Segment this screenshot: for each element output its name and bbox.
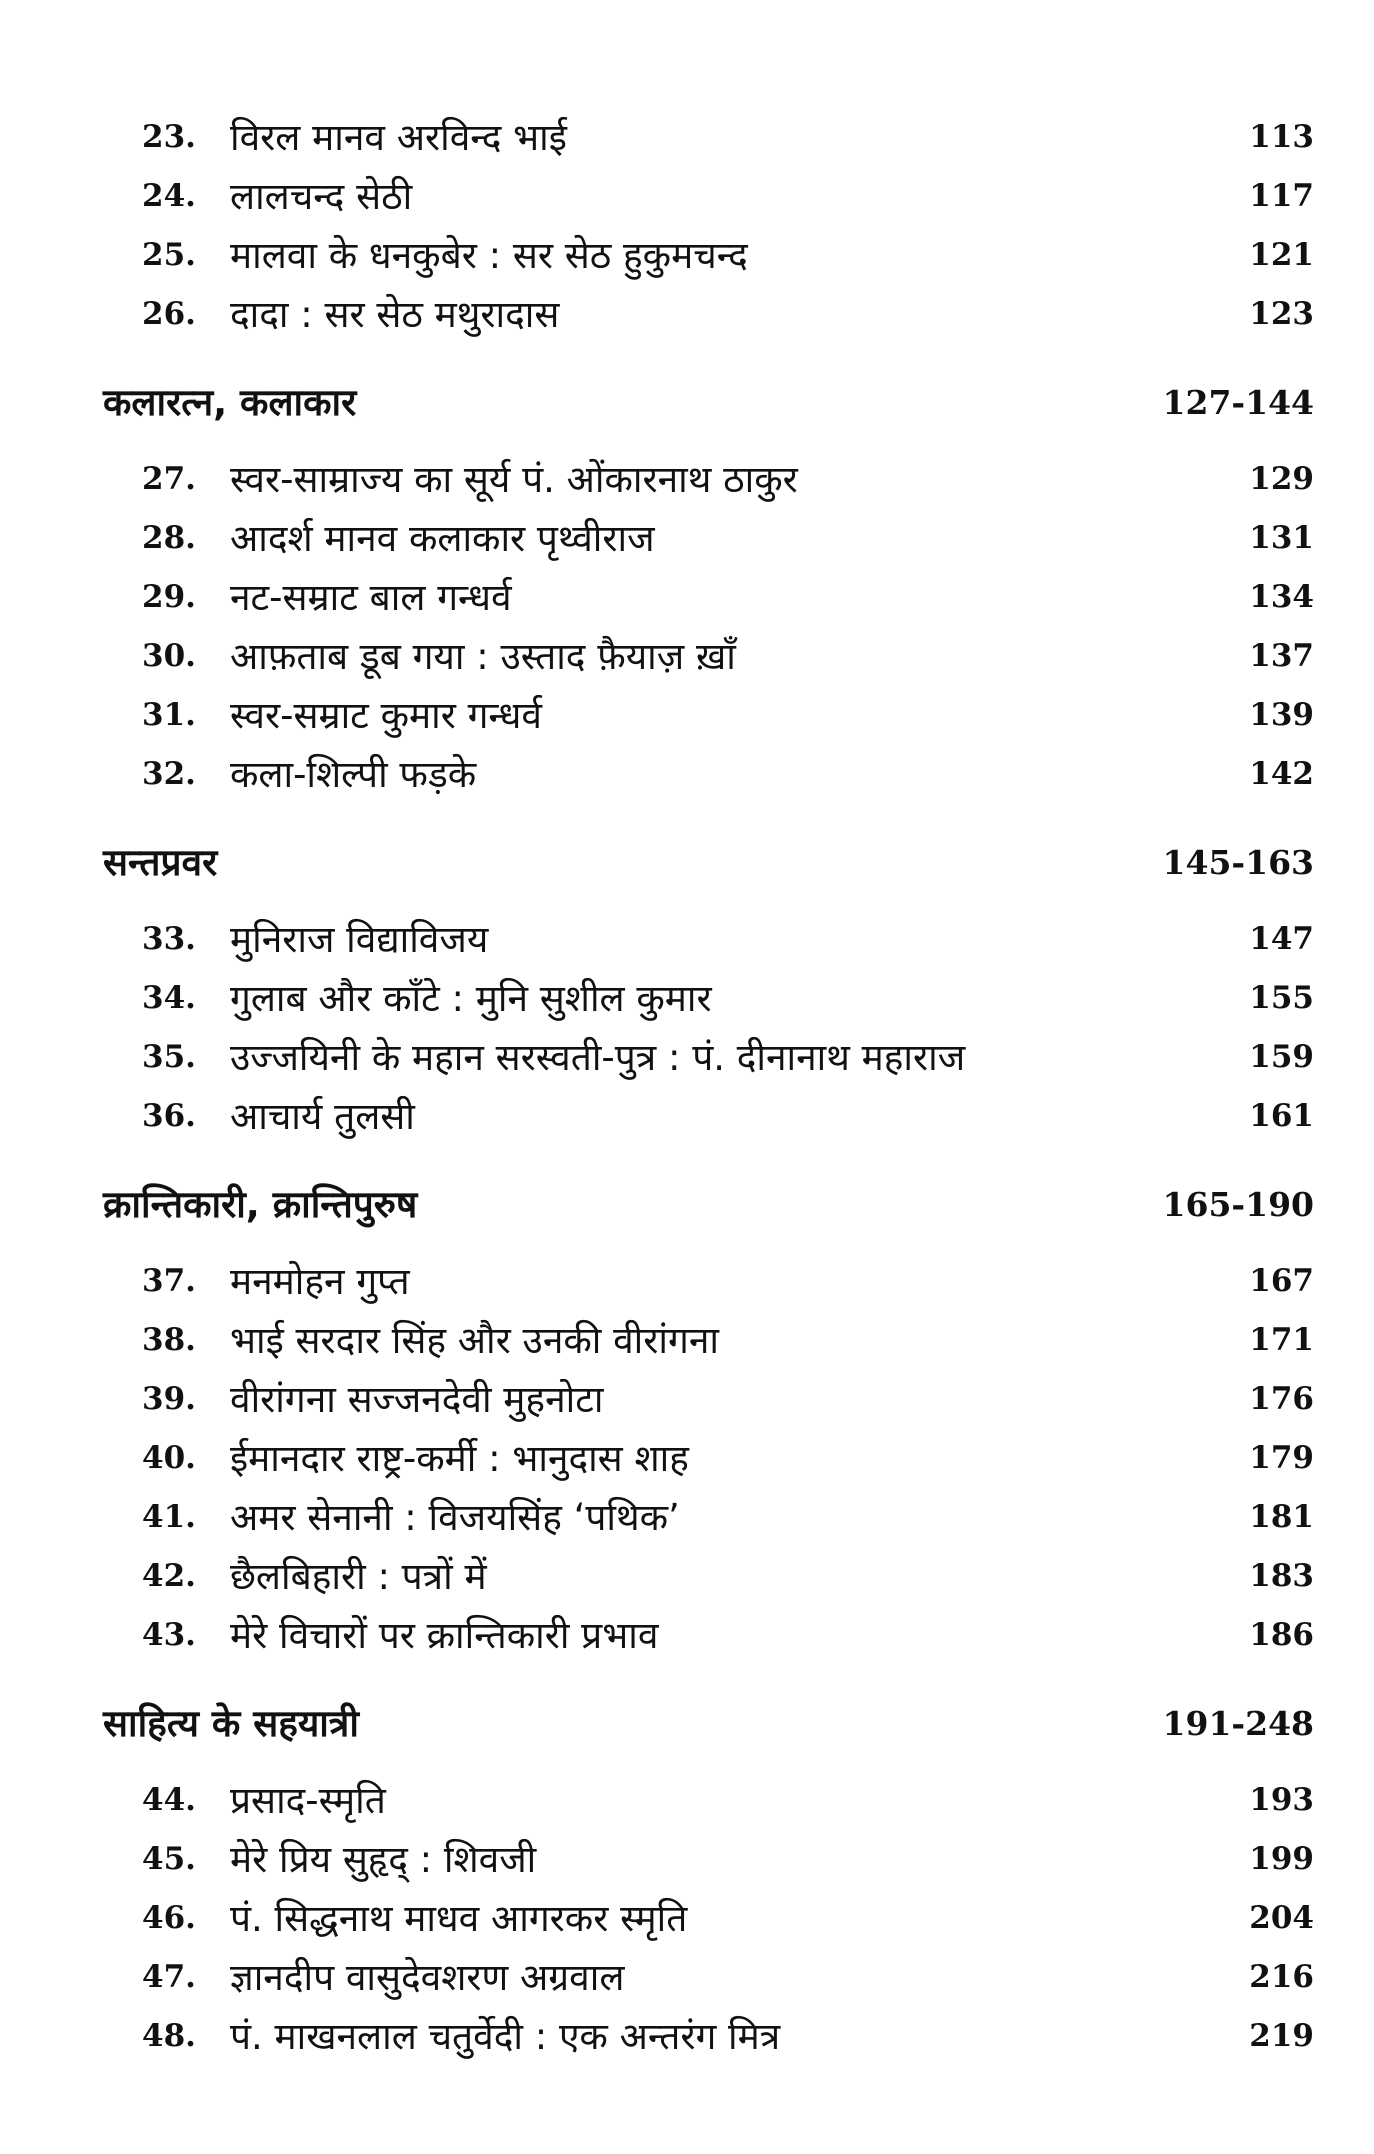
toc-entry[interactable] <box>142 450 1314 509</box>
entry-page-number: 183 <box>1249 1558 1314 1594</box>
toc-entry[interactable] <box>142 167 1314 226</box>
entry-title: उज्जयिनी के महान सरस्वती-पुत्र : पं. दीनानाथ महाराज <box>230 1036 966 1079</box>
toc-entry[interactable] <box>142 1087 1314 1146</box>
entry-number: 38. <box>142 1322 196 1358</box>
entry-page-number: 117 <box>1249 178 1314 214</box>
section-title: क्रान्तिकारी, क्रान्तिपुरुष <box>103 1183 418 1226</box>
entry-number: 28. <box>142 520 196 556</box>
entry-number: 27. <box>142 461 196 497</box>
entry-title: दादा : सर सेठ मथुरादास <box>230 293 560 336</box>
entry-number: 36. <box>142 1098 196 1134</box>
entry-title: नट-सम्राट बाल गन्धर्व <box>230 576 512 619</box>
section-heading-sahitya[interactable] <box>103 1687 1314 1761</box>
entry-page-number: 137 <box>1249 638 1314 674</box>
entry-number: 26. <box>142 296 196 332</box>
entry-title: स्वर-साम्राज्य का सूर्य पं. ओंकारनाथ ठाकुर <box>230 458 798 501</box>
toc-entry[interactable] <box>142 910 1314 969</box>
entry-page-number: 181 <box>1249 1499 1314 1535</box>
entry-number: 44. <box>142 1782 196 1818</box>
toc-entry[interactable] <box>142 1547 1314 1606</box>
entry-page-number: 161 <box>1249 1098 1314 1134</box>
entry-page-number: 142 <box>1249 756 1314 792</box>
section-page-range: 145-163 <box>1162 843 1314 882</box>
section-page-range: 165-190 <box>1162 1185 1314 1224</box>
entry-number: 47. <box>142 1959 196 1995</box>
entry-title: वीरांगना सज्जनदेवी मुहनोटा <box>230 1378 604 1421</box>
section-heading-santpravar[interactable] <box>103 826 1314 900</box>
entry-page-number: 131 <box>1249 520 1314 556</box>
entry-number: 23. <box>142 119 196 155</box>
entry-number: 46. <box>142 1900 196 1936</box>
entry-page-number: 139 <box>1249 697 1314 733</box>
entry-page-number: 159 <box>1249 1039 1314 1075</box>
entry-number: 32. <box>142 756 196 792</box>
entry-page-number: 155 <box>1249 980 1314 1016</box>
toc-entry[interactable] <box>142 1889 1314 1948</box>
entry-number: 33. <box>142 921 196 957</box>
entry-number: 31. <box>142 697 196 733</box>
entry-title: आदर्श मानव कलाकार पृथ्वीराज <box>230 517 655 560</box>
toc-entry[interactable] <box>142 1948 1314 2007</box>
entry-page-number: 193 <box>1249 1782 1314 1818</box>
section-entries-sahitya <box>0 1771 1374 2066</box>
toc-entry[interactable] <box>142 509 1314 568</box>
entry-title: अमर सेनानी : विजयसिंह ‘पथिक’ <box>230 1496 680 1539</box>
entry-page-number: 121 <box>1249 237 1314 273</box>
toc-entry[interactable] <box>142 108 1314 167</box>
entry-title: मेरे प्रिय सुहृद् : शिवजी <box>230 1838 537 1881</box>
section-entries-santpravar <box>0 910 1374 1146</box>
entry-title: पं. सिद्धनाथ माधव आगरकर स्मृति <box>230 1897 688 1940</box>
toc-entry[interactable] <box>142 745 1314 804</box>
section-entries-kalaratna <box>0 450 1374 804</box>
entry-title: ज्ञानदीप वासुदेवशरण अग्रवाल <box>230 1956 625 1999</box>
toc-entry[interactable] <box>142 285 1314 344</box>
entry-page-number: 147 <box>1249 921 1314 957</box>
entry-number: 35. <box>142 1039 196 1075</box>
entry-number: 40. <box>142 1440 196 1476</box>
entry-title: आचार्य तुलसी <box>230 1095 415 1138</box>
entry-title: ईमानदार राष्ट्र-कर्मी : भानुदास शाह <box>230 1437 689 1480</box>
entry-title: कला-शिल्पी फड़के <box>230 753 477 796</box>
toc-entry[interactable] <box>142 1606 1314 1665</box>
entry-page-number: 123 <box>1249 296 1314 332</box>
toc-entry[interactable] <box>142 969 1314 1028</box>
entry-number: 30. <box>142 638 196 674</box>
entry-number: 25. <box>142 237 196 273</box>
entry-page-number: 176 <box>1249 1381 1314 1417</box>
entry-title: भाई सरदार सिंह और उनकी वीरांगना <box>230 1319 719 1362</box>
entry-number: 34. <box>142 980 196 1016</box>
entry-page-number: 204 <box>1249 1900 1314 1936</box>
entry-title: छैलबिहारी : पत्रों में <box>230 1555 487 1598</box>
toc-entry[interactable] <box>142 568 1314 627</box>
entry-title: गुलाब और काँटे : मुनि सुशील कुमार <box>230 977 712 1020</box>
entry-title: लालचन्द सेठी <box>230 175 413 218</box>
toc-entry[interactable] <box>142 1771 1314 1830</box>
section-entries-krantikari <box>0 1252 1374 1665</box>
entry-number: 43. <box>142 1617 196 1653</box>
entry-page-number: 219 <box>1249 2018 1314 2054</box>
entry-page-number: 171 <box>1249 1322 1314 1358</box>
toc-entry[interactable] <box>142 1028 1314 1087</box>
entry-number: 45. <box>142 1841 196 1877</box>
entry-title: स्वर-सम्राट कुमार गन्धर्व <box>230 694 543 737</box>
entry-title: प्रसाद-स्मृति <box>230 1779 386 1822</box>
toc-entry[interactable] <box>142 627 1314 686</box>
entry-number: 39. <box>142 1381 196 1417</box>
entry-number: 48. <box>142 2018 196 2054</box>
section-title: कलारत्न, कलाकार <box>103 381 357 424</box>
entry-title: आफ़ताब डूब गया : उस्ताद फ़ैयाज़ ख़ाँ <box>230 635 736 678</box>
entry-page-number: 167 <box>1249 1263 1314 1299</box>
toc-entry[interactable] <box>142 1370 1314 1429</box>
entry-page-number: 186 <box>1249 1617 1314 1653</box>
entry-title: पं. माखनलाल चतुर्वेदी : एक अन्तरंग मित्र <box>230 2015 781 2058</box>
section-page-range: 127-144 <box>1162 383 1314 422</box>
toc-entry[interactable] <box>142 1488 1314 1547</box>
toc-entry[interactable] <box>142 2007 1314 2066</box>
entry-page-number: 179 <box>1249 1440 1314 1476</box>
entry-group-1 <box>0 108 1374 344</box>
entry-number: 37. <box>142 1263 196 1299</box>
entry-number: 29. <box>142 579 196 615</box>
toc-entry[interactable] <box>142 1830 1314 1889</box>
entry-page-number: 199 <box>1249 1841 1314 1877</box>
toc-entry[interactable] <box>142 226 1314 285</box>
entry-number: 41. <box>142 1499 196 1535</box>
entry-number: 42. <box>142 1558 196 1594</box>
toc-entry[interactable] <box>142 1311 1314 1370</box>
entry-page-number: 113 <box>1249 119 1314 155</box>
section-title: सन्तप्रवर <box>103 841 218 884</box>
entry-title: मुनिराज विद्याविजय <box>230 918 489 961</box>
entry-page-number: 216 <box>1249 1959 1314 1995</box>
entry-title: मेरे विचारों पर क्रान्तिकारी प्रभाव <box>230 1614 659 1657</box>
entry-number: 24. <box>142 178 196 214</box>
section-heading-kalaratna[interactable] <box>103 366 1314 440</box>
entry-page-number: 129 <box>1249 461 1314 497</box>
section-heading-krantikari[interactable] <box>103 1168 1314 1242</box>
entry-title: मालवा के धनकुबेर : सर सेठ हुकुमचन्द <box>230 234 748 277</box>
toc-entry[interactable] <box>142 1252 1314 1311</box>
section-title: साहित्य के सहयात्री <box>103 1702 359 1745</box>
entry-title: मनमोहन गुप्त <box>230 1260 410 1303</box>
entry-page-number: 134 <box>1249 579 1314 615</box>
entry-title: विरल मानव अरविन्द भाई <box>230 116 567 159</box>
section-page-range: 191-248 <box>1162 1704 1314 1743</box>
toc-entry[interactable] <box>142 686 1314 745</box>
toc-entry[interactable] <box>142 1429 1314 1488</box>
